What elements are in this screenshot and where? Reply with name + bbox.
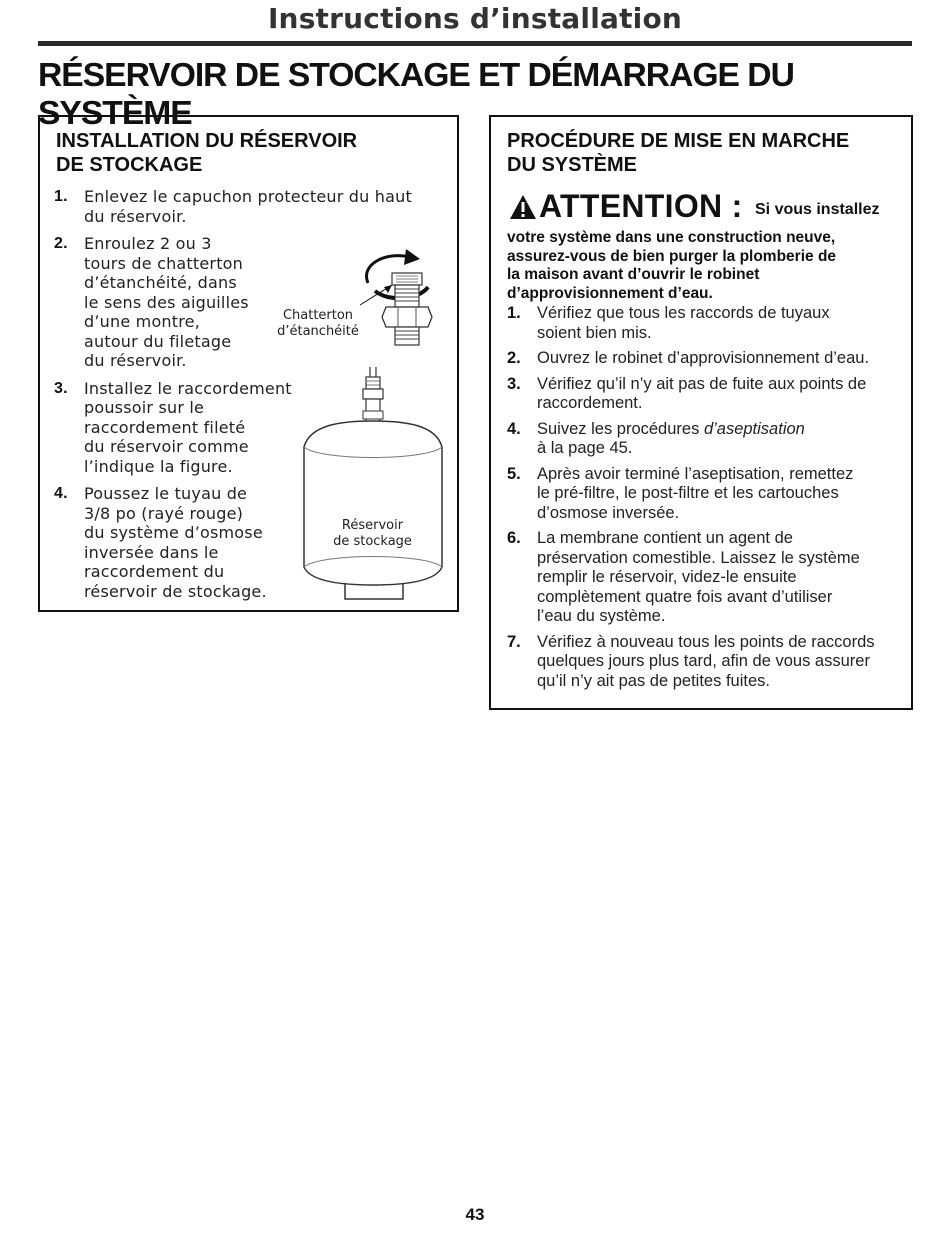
step-line: préservation comestible. Laissez le système — [537, 548, 860, 567]
warning-triangle-icon — [509, 194, 537, 220]
tank-label — [315, 518, 430, 550]
step-line: Vérifiez qu’il n’y ait pas de fuite aux points de — [537, 374, 867, 393]
attention-lead: Si vous installez — [755, 201, 880, 218]
heading-line: INSTALLATION DU RÉSERVOIR — [56, 130, 358, 152]
step-line: d’étanchéité, dans — [84, 273, 237, 292]
step-line: La membrane contient un agent de — [537, 529, 793, 547]
header-title: Instructions d’installation — [267, 2, 683, 35]
sanitization-reference: d’aseptisation — [703, 419, 805, 438]
step-item — [507, 529, 907, 627]
step-line: autour du filetage — [84, 331, 232, 351]
step-number: 2. — [507, 349, 521, 367]
step-line: le pré-filtre, le post-filtre et les cartouches — [537, 484, 839, 502]
heading-line: DE STOCKAGE — [56, 154, 203, 176]
attention-line: la maison avant d’ouvrir le robinet — [507, 266, 760, 283]
step-line: réservoir de stockage. — [84, 581, 267, 601]
step-item — [507, 465, 907, 524]
label-line: d’étanchéité — [277, 324, 359, 339]
step-line: qu’il n’y ait pas de petites fuites. — [537, 671, 770, 690]
section-heading — [507, 129, 897, 177]
step-line: raccordement du — [84, 562, 225, 581]
step-number: 2. — [54, 235, 68, 252]
step-line: le sens des aiguilles — [84, 292, 249, 312]
step-line: remplir le réservoir, videz-le ensuite — [537, 568, 797, 586]
step-line: complètement quatre fois avant d’utiliser — [537, 587, 833, 606]
step-line: raccordement fileté — [84, 417, 246, 437]
attention-word: ATTENTION : — [539, 188, 743, 224]
step-line: Ouvrez le robinet d’approvisionnement d’eau. — [537, 349, 870, 367]
storage-tank-illustration — [300, 367, 445, 602]
step-line: soient bien mis. — [537, 323, 652, 342]
step-number: 5. — [507, 464, 521, 483]
step-item — [507, 633, 907, 692]
step-line: tours de chatterton — [84, 253, 244, 273]
step-number: 3. — [507, 374, 521, 393]
attention-line: votre système dans une construction neuve, — [507, 229, 836, 246]
step-number: 1. — [54, 188, 68, 205]
step-number: 3. — [54, 379, 68, 397]
step-number: 7. — [507, 632, 521, 651]
label-line: Chatterton — [282, 308, 354, 323]
step-line: Vérifiez à nouveau tous les points de raccords — [537, 632, 875, 651]
step-line: Poussez le tuyau de — [84, 484, 248, 503]
attention-body — [507, 229, 897, 303]
step-line: 3/8 po (rayé rouge) — [84, 503, 244, 523]
step-line: Enroulez 2 ou 3 — [84, 234, 212, 253]
startup-steps — [507, 304, 907, 697]
attention-line: d’approvisionnement d’eau. — [507, 284, 713, 302]
step-line: du réservoir comme — [84, 437, 249, 456]
page-number: 43 — [465, 1205, 485, 1224]
step-line: à la page 45. — [537, 439, 633, 457]
step-line: Suivez les procédures — [537, 419, 700, 438]
step-line: raccordement. — [537, 394, 643, 412]
step-line: du système d’osmose — [84, 523, 263, 542]
step-line: l’indique la figure. — [84, 456, 233, 476]
step-line: Installez le raccordement — [84, 378, 292, 398]
step-line: quelques jours plus tard, afin de vous assurer — [537, 652, 870, 670]
heading-line: DU SYSTÈME — [507, 154, 638, 176]
attention-notice — [509, 188, 909, 226]
step-item — [54, 187, 412, 226]
step-item — [507, 375, 907, 414]
step-line: du réservoir. — [84, 206, 187, 226]
step-line: Enlevez le capuchon protecteur du haut — [84, 187, 412, 206]
attention-line: assurez-vous de bien purger la plomberie de — [507, 247, 837, 265]
step-number: 1. — [507, 304, 521, 322]
step-number: 6. — [507, 529, 521, 547]
step-line: d’une montre, — [84, 312, 200, 331]
page-title: RÉSERVOIR DE STOCKAGE ET DÉMARRAGE DU SYSTÈME — [38, 56, 794, 131]
step-line: Vérifiez que tous les raccords de tuyaux — [537, 304, 830, 322]
tape-label — [268, 308, 368, 340]
step-line: l’eau du système. — [537, 607, 666, 625]
step-line: inversée dans le — [84, 542, 219, 562]
system-startup-section — [489, 115, 913, 710]
step-line: poussoir sur le — [84, 398, 205, 417]
label-line: de stockage — [333, 534, 412, 549]
step-line: du réservoir. — [84, 351, 187, 370]
step-item — [507, 420, 907, 459]
heading-line: PROCÉDURE DE MISE EN MARCHE — [507, 130, 850, 152]
header-rule — [38, 41, 912, 46]
label-line: Réservoir — [341, 518, 404, 533]
step-number: 4. — [54, 485, 68, 502]
step-number: 4. — [507, 419, 521, 438]
step-item — [507, 304, 907, 343]
step-item — [507, 349, 907, 369]
step-line: Après avoir terminé l’aseptisation, remettez — [537, 464, 854, 483]
step-line: d’osmose inversée. — [537, 503, 680, 522]
tank-installation-section — [38, 115, 459, 612]
section-heading — [56, 129, 416, 177]
